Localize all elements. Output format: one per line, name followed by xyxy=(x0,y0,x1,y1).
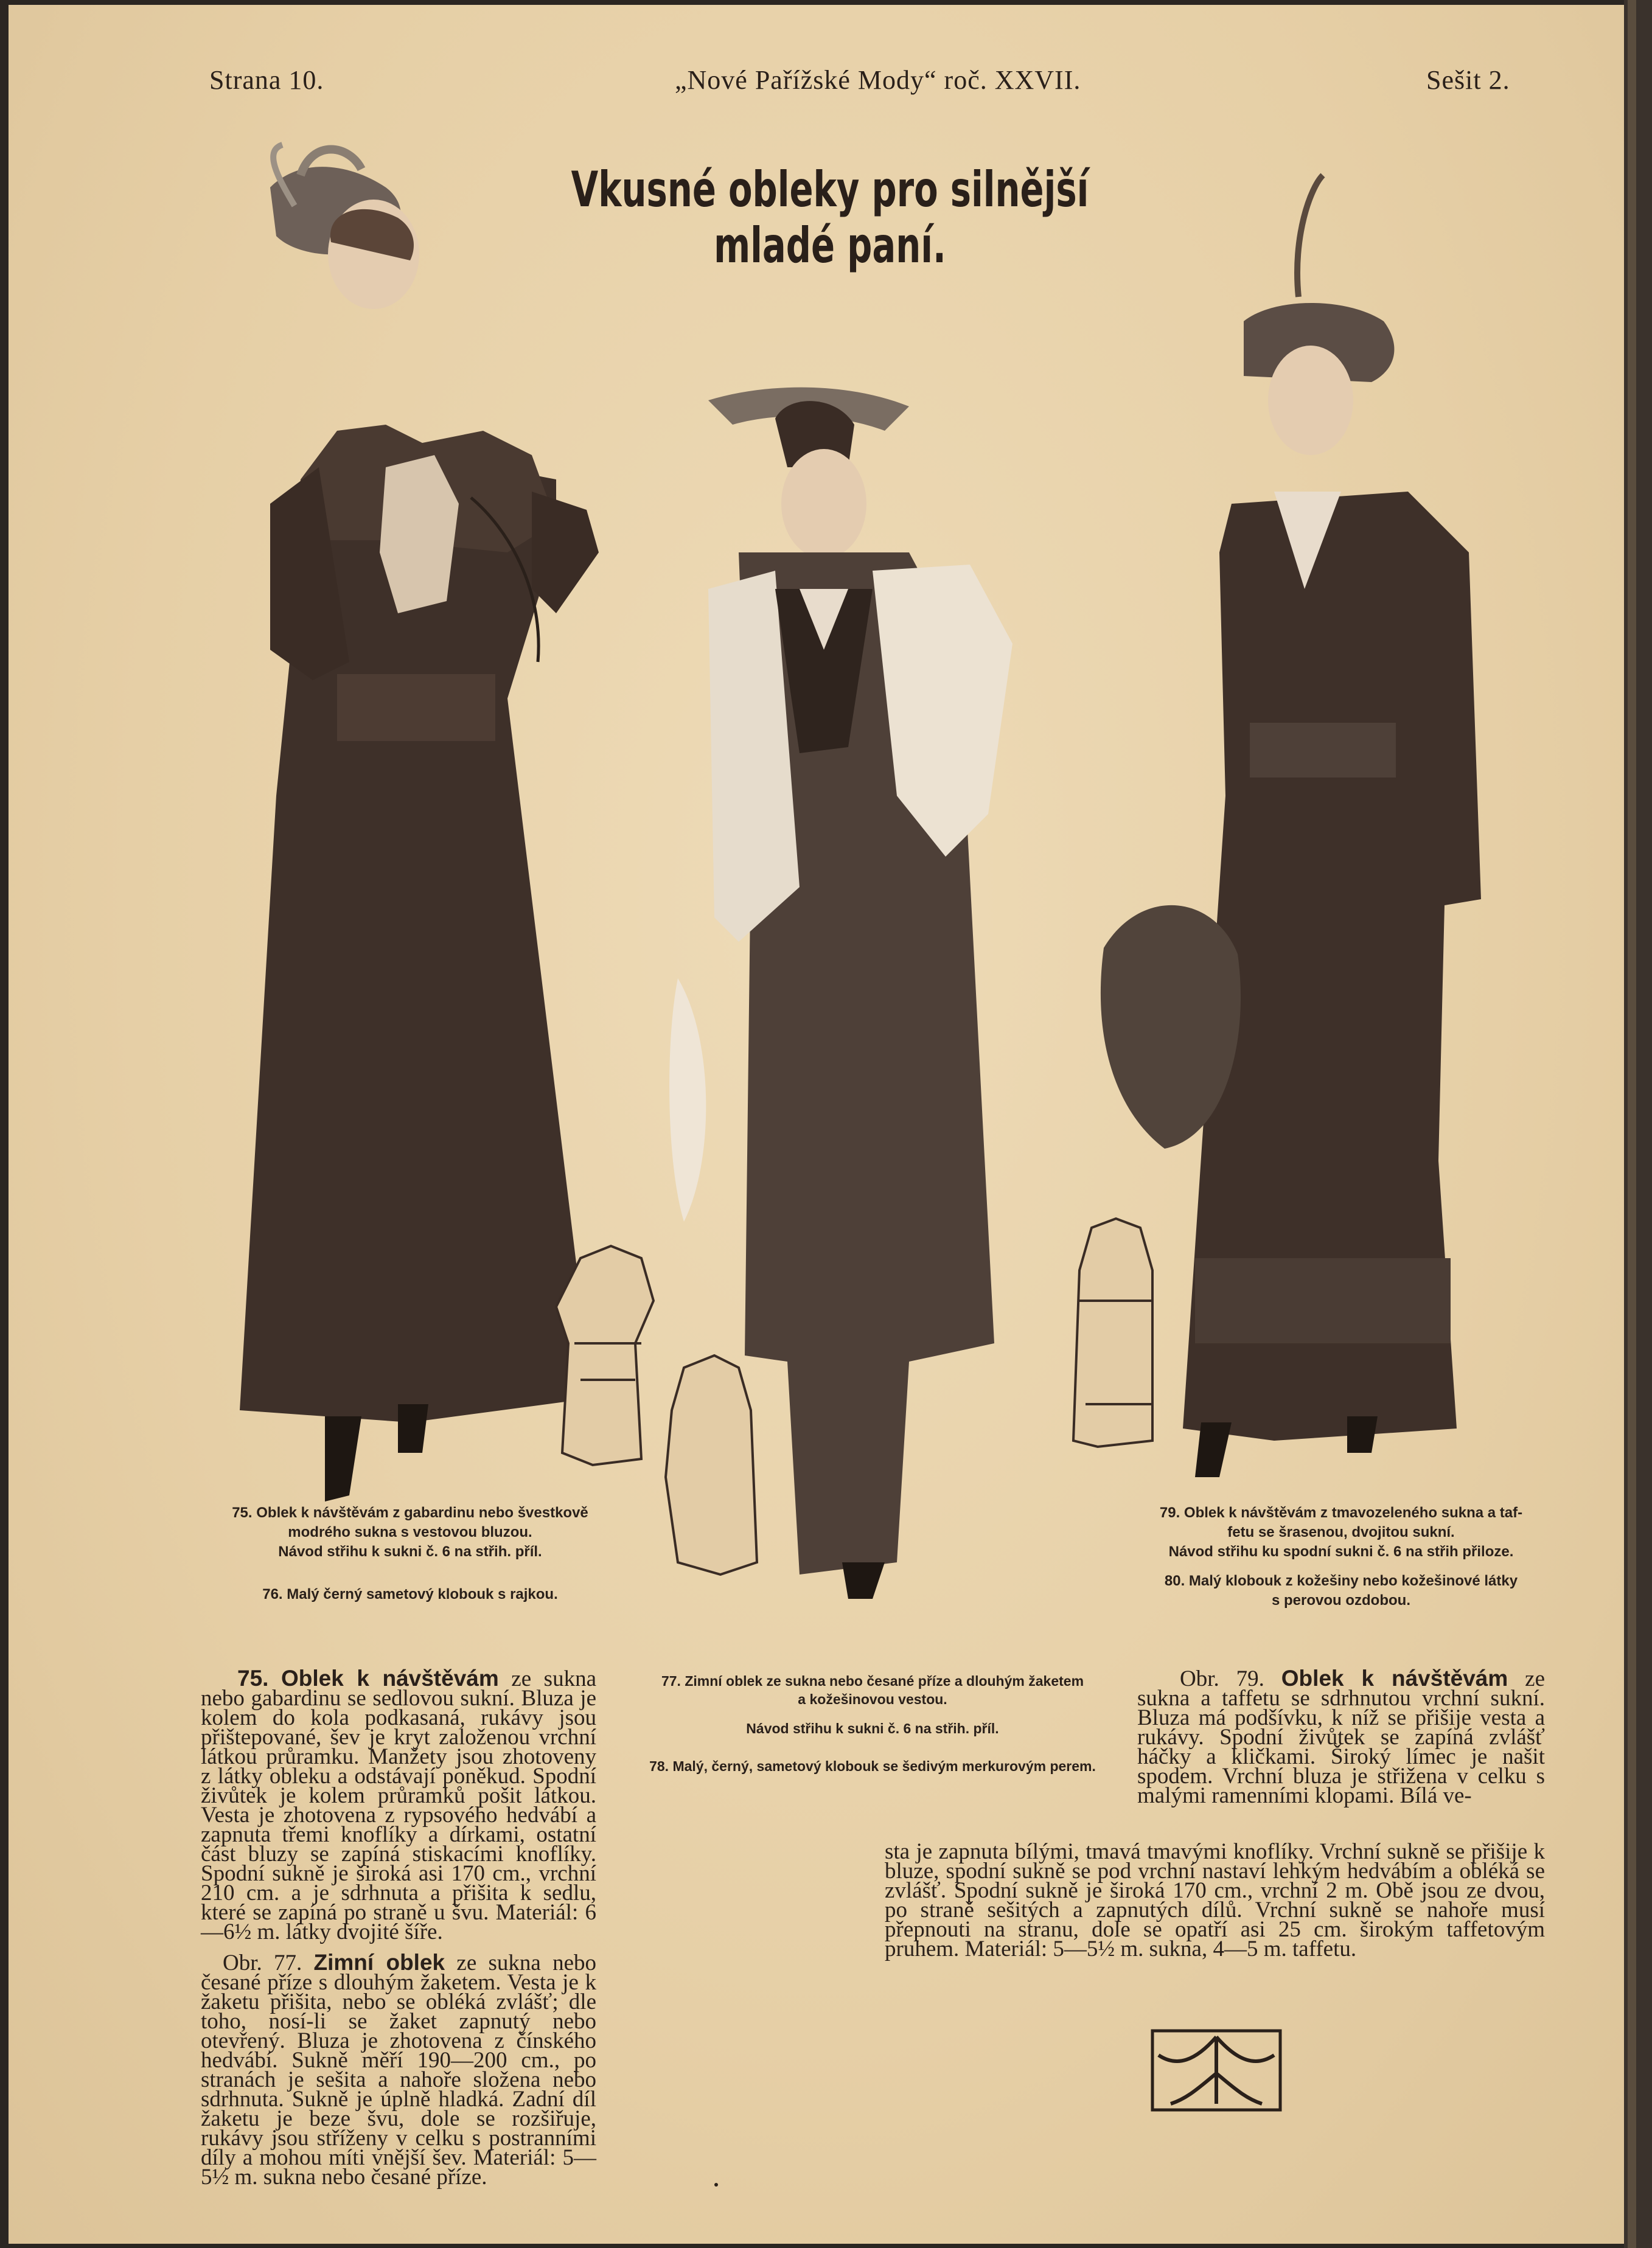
article-79-heading: Oblek k návštěvám xyxy=(1281,1666,1508,1691)
caption-79-line-2: fetu se šrasenou, dvojitou sukní. xyxy=(1227,1524,1455,1540)
issue-number: Sešit 2. xyxy=(1426,65,1510,95)
caption-77-line-2: a kožešinovou vestou. xyxy=(798,1691,947,1707)
caption-75 xyxy=(191,1503,629,1562)
magazine-page xyxy=(9,5,1624,2244)
caption-80 xyxy=(1128,1571,1554,1610)
pattern-sketch-79-back xyxy=(1073,1219,1152,1447)
page-mark xyxy=(714,2183,718,2187)
article-79-column xyxy=(1137,1666,1546,1817)
caption-78: 78. Malý, černý, sametový klobouk se šedivým merkurovým perem. xyxy=(649,1758,1096,1774)
page-number: Strana 10. xyxy=(209,65,324,95)
caption-75-line-1: 75. Oblek k návštěvám z gabardinu nebo švestkově xyxy=(232,1505,588,1521)
caption-80-line-2: s perovou ozdobou. xyxy=(1272,1592,1410,1609)
article-75-text: ze sukna nebo gabardinu se sedlovou sukní. Bluza je kolem do kola podkasaná, rukávy jsou přištepované, šev je kryt založenou vrchní látkou průramku. Manžety jsou zhotoveny z látky obleku a odstávají poněkud. Spodní živůtek je kolem průramků pošit látkou. Vesta je zhotovena z rypsového hedvábí a zapnuta třemi knoflíky a dírkami, ostatní část bluzy se zapíná stiskacími knoflíky. Spodní sukně je široká asi 170 cm., vrchní 210 cm. a je sdrhnuta a přišita k sedlu, které se zapíná po straně u švu. Materiál: 6—6½ m. látky dvojité šíře. xyxy=(201,1666,596,1944)
article-75-number: 75. xyxy=(237,1666,269,1691)
magazine-title: „Nové Pařížské Mody“ roč. XXVII. xyxy=(675,65,1081,95)
article-79-lead: Obr. 79. xyxy=(1180,1666,1264,1691)
caption-80-line-1: 80. Malý klobouk z kožešiny nebo kožešinové látky xyxy=(1164,1573,1518,1589)
article-75-heading: Oblek k návštěvám xyxy=(281,1666,499,1691)
decorative-ornament xyxy=(1140,2019,1292,2122)
caption-79-line-1: 79. Oblek k návštěvám z tmavozeleného sukna a taf- xyxy=(1159,1505,1523,1521)
title-line-1: Vkusné obleky pro silnější xyxy=(571,161,1089,218)
figure-75-left-woman xyxy=(240,145,599,1502)
caption-77-line-1: 77. Zimní oblek ze sukna nebo česané příze a dlouhým žaketem xyxy=(661,1673,1084,1689)
caption-79-line-3: Návod střihu ku spodní sukni č. 6 na střih přiloze. xyxy=(1168,1543,1514,1560)
article-79-text-a: ze sukna a taffetu se sdrhnutou vrchní sukní. Bluza má podšívku, k níž se přišije vesta a rukávy. Spodní živůtek se zapíná zvlášť háčky a kličkami. Široký límec je našit spodem. Vrchní bluza je střižena v celku s malými ramenními klopami. Bílá ve- xyxy=(1137,1666,1546,1808)
fashion-illustration xyxy=(9,5,1624,1623)
figure-79-right-woman xyxy=(1101,175,1481,1477)
pattern-sketch-75-back xyxy=(556,1246,653,1465)
article-77-text: ze sukna nebo česané příze s dlouhým žaketem. Vesta je k žaketu přišita, nebo se obléká zvlášť; dle toho, nosí-li se žaket zapnutý nebo otevřený. Bluza je zhotovena z čínského hedvábí. Sukně měří 190—200 cm., po stranách je sešita a nahoře složena nebo sdrhnuta. Sukně je úplně hladká. Zadní díl žaketu je beze švu, dole se rozšiřuje, rukávy jsou stříženy v celku s postranními díly a mohou míti vnější šev. Materiál: 5—5½ m. sukna nebo česané příze. xyxy=(201,1950,597,2190)
article-79-continued xyxy=(885,1839,1545,1970)
caption-77-line-3: Návod střihu k sukni č. 6 na střih. příl. xyxy=(746,1721,999,1736)
caption-79 xyxy=(1128,1503,1554,1562)
caption-75-line-2: modrého sukna s vestovou bluzou. xyxy=(288,1524,532,1540)
book-spine-edge xyxy=(1628,0,1636,2248)
article-75-column xyxy=(201,1666,597,2198)
caption-77 xyxy=(620,1672,1125,1738)
caption-75-line-3: Návod střihu k sukni č. 6 na střih. příl. xyxy=(278,1543,542,1560)
article-77-lead: Obr. 77. xyxy=(223,1950,302,1975)
pattern-sketch-77 xyxy=(666,1355,757,1575)
article-77-heading: Zimní oblek xyxy=(313,1950,445,1975)
caption-76: 76. Malý černý sametový klobouk s rajkou. xyxy=(262,1586,558,1602)
article-79-text-b: sta je zapnuta bílými, tmavá tmavými knoflíky. Vrchní sukně se přišije k bluze, spodní sukně se pod vrchní nastaví lehkým hedvábím a obléká se zvlášť. Spodní sukně je široká 170 cm., vrchní 2 m. Obě jsou ze dvou, po straně sešitých a zapnutých dílů. Vrchní sukně se nahoře musí přepnouti na stranu, dole se opatří asi 25 cm. širokým taffetovým pruhem. Materiál: 5—5½ m. sukna, 4—5 m. taffetu. xyxy=(885,1839,1545,1961)
title-line-2: mladé paní. xyxy=(714,217,946,274)
